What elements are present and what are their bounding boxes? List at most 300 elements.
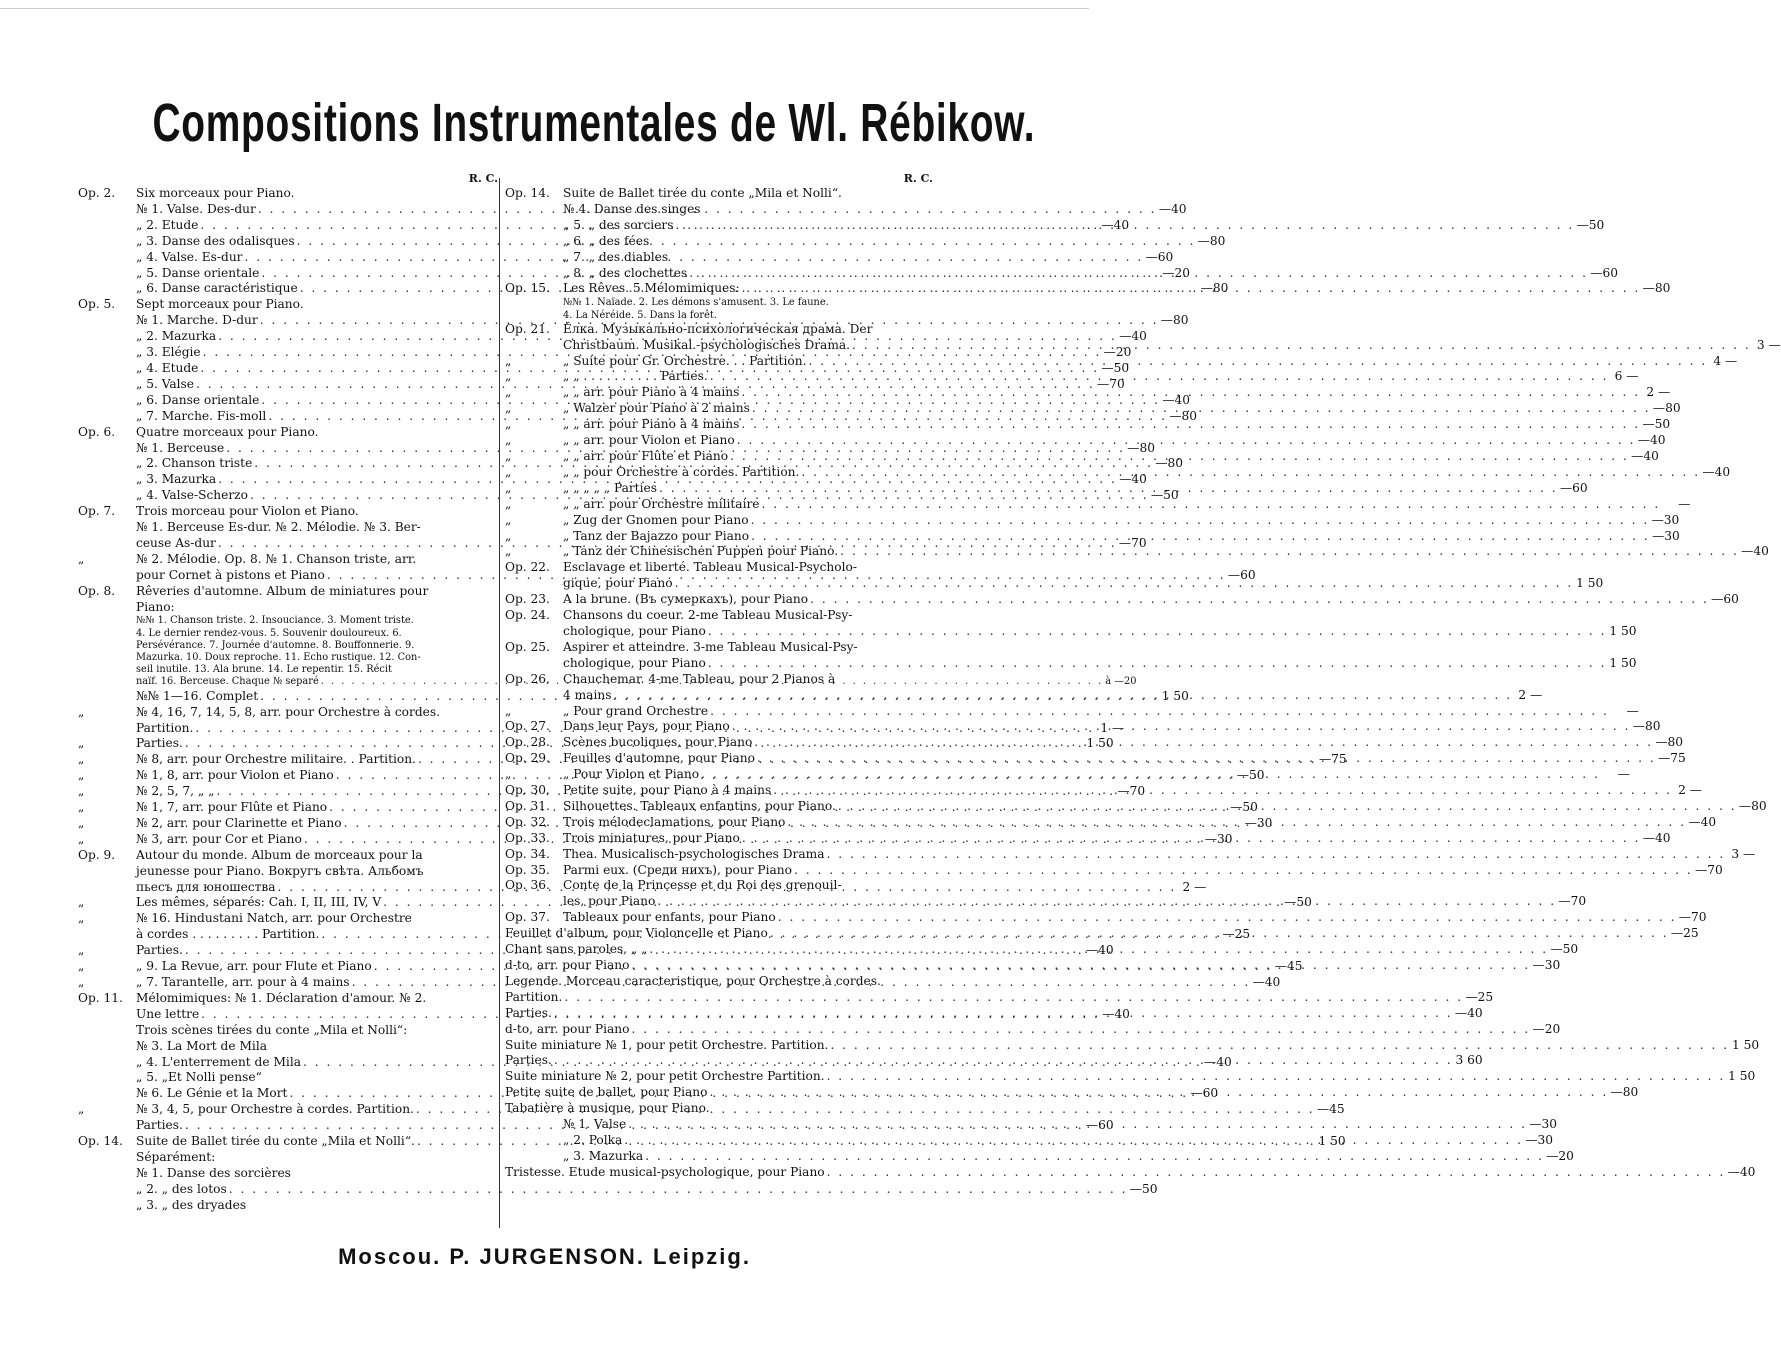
catalog-row bbox=[78, 584, 498, 600]
entry-text: Parties. bbox=[505, 1053, 552, 1068]
price: —30 bbox=[1651, 512, 1680, 527]
opus-number: Op. 34. bbox=[505, 846, 550, 861]
entry-text: 4. La Néréide. 5. Dans la forêt. bbox=[563, 309, 717, 321]
price: —40 bbox=[1702, 464, 1731, 479]
entry-text: „ Walzer pour Piano à 2 mains bbox=[563, 401, 750, 416]
catalog-row bbox=[505, 592, 1739, 608]
price: —50 bbox=[1284, 895, 1312, 910]
price: —70 bbox=[1558, 894, 1587, 909]
leader-dots bbox=[687, 266, 1590, 282]
entry-text: „ 2. Mazurka bbox=[136, 329, 217, 344]
opus-number: „ bbox=[78, 943, 85, 958]
price: 2 — bbox=[1182, 879, 1207, 894]
price: —25 bbox=[1670, 926, 1699, 941]
leader-dots bbox=[707, 1085, 1610, 1101]
leader-dots bbox=[828, 1038, 1731, 1054]
price: —80 bbox=[1160, 313, 1189, 328]
leader-dots bbox=[735, 433, 1638, 449]
entry-text: „ 2. „ des lotos bbox=[136, 1181, 227, 1196]
opus-number: Op. 32. bbox=[505, 814, 550, 829]
entry-text: № 1. Marche. D-dur bbox=[136, 313, 258, 328]
leader-dots bbox=[562, 990, 1465, 1006]
leader-dots bbox=[626, 1117, 1529, 1133]
opus-number: Op. 31. bbox=[505, 798, 550, 813]
price: —30 bbox=[1532, 958, 1561, 972]
publisher-footer: Moscou. P. JURGENSON. Leipzig. bbox=[338, 1244, 751, 1269]
leader-dots bbox=[824, 847, 1727, 863]
price: —80 bbox=[1200, 281, 1229, 296]
entry-text: 4 mains bbox=[563, 687, 612, 702]
catalog-row bbox=[78, 600, 498, 616]
entry-text: №№ 1. Chanson triste. 2. Insouciance. 3. Moment triste. bbox=[136, 615, 414, 627]
catalog-row bbox=[78, 705, 498, 721]
opus-number: Op. 37. bbox=[505, 910, 550, 925]
entry-text: Parties. bbox=[136, 1118, 183, 1133]
entry-text: Christbaum. Musikal.-psychologisches Drama. bbox=[563, 337, 851, 352]
entry-text: Suite miniature № 1, pour petit Orchestre. Partition. bbox=[505, 1037, 829, 1052]
entry-text: № 3, 4, 5, pour Orchestre à cordes. Partition. bbox=[136, 1102, 414, 1117]
price: 3 60 bbox=[1455, 1053, 1483, 1068]
entry-text: №№ 1. Naïade. 2. Les démons s'amusent. 3. Le faune. bbox=[563, 297, 829, 309]
entry-text: № 1, 8, arr. pour Violon et Piano bbox=[136, 768, 334, 783]
price: —40 bbox=[1727, 1164, 1756, 1179]
entry-text: „ „ pour Orchestre à cordes. Partition. bbox=[563, 464, 800, 479]
entry-text: Trois miniatures, pour Piano bbox=[563, 830, 740, 845]
column-divider bbox=[499, 178, 500, 1228]
leader-dots bbox=[739, 417, 1642, 433]
entry-text: „ 2. Etude bbox=[136, 217, 199, 232]
entry-text: № 1. Valse bbox=[563, 1117, 627, 1132]
opus-number: Op. 8. bbox=[78, 583, 116, 598]
price: — bbox=[1626, 703, 1639, 718]
entry-text: Feuilles d'automne, pour Piano bbox=[563, 751, 755, 766]
entry-text: „ Tanz der Chinesischen Puppen pour Piano. bbox=[563, 544, 839, 559]
catalog-row bbox=[505, 910, 1707, 926]
entry-text: „ „ arr. pour Piano à 4 mains bbox=[563, 385, 740, 400]
opus-number: Op. 23. bbox=[505, 592, 550, 607]
leader-dots bbox=[776, 910, 1679, 926]
price: 2 — bbox=[1518, 687, 1543, 702]
opus-number: „ bbox=[505, 433, 512, 448]
entry-text: „ 4. Valse. Es-dur bbox=[136, 249, 243, 264]
price: —30 bbox=[1525, 1132, 1554, 1147]
price: 1 50 bbox=[1609, 623, 1637, 638]
entry-text: „ 6. Danse orientale bbox=[136, 392, 260, 407]
catalog-row bbox=[505, 989, 1494, 1006]
entry-text: Six morceaux pour Piano. bbox=[136, 186, 295, 200]
page-top-rule bbox=[0, 8, 1089, 9]
catalog-row bbox=[78, 911, 498, 927]
entry-text: № 1, 7, arr. pour Flûte et Piano bbox=[136, 800, 328, 815]
catalog-row bbox=[78, 1070, 498, 1086]
leader-dots bbox=[643, 1149, 1546, 1165]
price: —70 bbox=[1678, 910, 1707, 925]
leader-dots bbox=[760, 497, 1663, 513]
price: —45 bbox=[1274, 959, 1303, 974]
entry-text: seil inutile. 13. Ala brune. 14. Le repentir. 15. Récit bbox=[136, 664, 392, 676]
entry-text: „ 5. „ des sorciers bbox=[563, 217, 674, 232]
price: —30 bbox=[1244, 815, 1273, 830]
price: —60 bbox=[1590, 265, 1618, 280]
price: 1 50 bbox=[1318, 1134, 1346, 1149]
price: —80 bbox=[1652, 401, 1681, 416]
catalog-row bbox=[505, 878, 933, 894]
opus-number: Op. 29. bbox=[505, 751, 550, 766]
price: —20 bbox=[1162, 265, 1191, 280]
catalog-row bbox=[505, 1148, 1574, 1165]
opus-number: „ bbox=[505, 417, 512, 432]
price: —80 bbox=[1155, 456, 1184, 471]
entry-text: „ 2. Chanson triste bbox=[136, 456, 253, 471]
price: —60 bbox=[1559, 480, 1588, 495]
leader-dots bbox=[808, 592, 1711, 608]
price: —70 bbox=[1118, 535, 1147, 550]
entry-text: Sept morceaux pour Piano. bbox=[136, 297, 304, 312]
opus-number: Op. 26. bbox=[505, 671, 550, 686]
entry-text: „ 4. L'enterrement de Mila bbox=[136, 1054, 301, 1069]
opus-number: „ bbox=[78, 768, 85, 783]
opus-number: „ bbox=[505, 767, 512, 782]
price: —80 bbox=[1655, 735, 1684, 750]
opus-number: „ bbox=[78, 800, 85, 815]
entry-text: Legende. Morceau caracteristique, pour Orchestre à cordes. bbox=[505, 973, 881, 988]
price: 3 — bbox=[1756, 337, 1781, 352]
entry-text: № 6. Le Génie et la Mort bbox=[136, 1086, 288, 1101]
leader-dots bbox=[740, 831, 1643, 847]
entry-text: Petite suite de ballet, pour Piano bbox=[505, 1085, 708, 1100]
entry-text: „ 8. „ des clochettes bbox=[563, 265, 688, 280]
opus-number: Op. 14. bbox=[505, 186, 550, 200]
entry-text: Tableaux pour enfants, pour Piano bbox=[563, 910, 776, 925]
price: —50 bbox=[1236, 768, 1265, 783]
price: —20 bbox=[1103, 345, 1132, 360]
leader-dots bbox=[552, 1053, 1455, 1069]
entry-text: Dans leur Pays, pour Piano bbox=[563, 719, 730, 734]
leader-dots bbox=[799, 465, 1702, 481]
price: —50 bbox=[1101, 360, 1130, 375]
entry-text: Suite miniature № 2, pour petit Orchestre Partition. bbox=[505, 1069, 825, 1084]
catalog-row bbox=[505, 322, 933, 338]
price: —80 bbox=[1632, 719, 1661, 734]
price: 1 50 bbox=[1609, 655, 1637, 670]
opus-number: Op. 21. bbox=[505, 321, 550, 336]
price: —30 bbox=[1529, 1117, 1557, 1132]
opus-number: „ bbox=[78, 704, 85, 719]
entry-text: d-to, arr. pour Piano bbox=[505, 958, 630, 972]
leader-dots bbox=[749, 529, 1652, 545]
leader-dots bbox=[825, 1069, 1728, 1085]
price: 2 — bbox=[1646, 385, 1671, 400]
catalog-row bbox=[505, 202, 933, 218]
price: —60 bbox=[1085, 1118, 1114, 1133]
price: —40 bbox=[1637, 433, 1666, 448]
catalog-row bbox=[505, 417, 1671, 433]
opus-number: Op. 5. bbox=[78, 297, 116, 312]
entry-text: Partition. bbox=[136, 720, 194, 735]
entry-text: „ „ arr. pour Piano à 4 mains bbox=[563, 417, 740, 432]
entry-text: № 2, 5, 7, „ „ bbox=[136, 784, 215, 799]
price: —45 bbox=[1316, 1102, 1345, 1117]
catalog-row bbox=[78, 991, 498, 1007]
catalog-row bbox=[78, 768, 1265, 784]
leader-dots bbox=[825, 1165, 1728, 1181]
catalog-row bbox=[78, 1023, 498, 1039]
catalog-row bbox=[505, 544, 1769, 560]
opus-number: Op. 7. bbox=[78, 504, 116, 519]
price: —60 bbox=[1227, 567, 1256, 582]
entry-text: Parties. bbox=[505, 1005, 552, 1020]
price: —40 bbox=[1158, 201, 1187, 216]
price: —50 bbox=[1642, 417, 1671, 432]
entry-text: jeunesse pour Piano. Вокругъ свѣта. Альбомъ bbox=[136, 863, 424, 878]
catalog-row bbox=[505, 281, 1671, 297]
catalog-row bbox=[505, 310, 933, 322]
leader-dots bbox=[749, 513, 1652, 529]
leader-dots bbox=[673, 218, 1576, 234]
entry-text: № 16. Hindustani Natch, arr. pour Orchestre bbox=[136, 911, 412, 926]
leader-dots bbox=[752, 735, 1655, 751]
entry-text: Partition. bbox=[505, 989, 563, 1004]
leader-dots bbox=[838, 544, 1741, 560]
catalog-row bbox=[505, 1101, 933, 1117]
leader-dots bbox=[792, 863, 1695, 879]
entry-text: Chauchemar. 4-me Tableau, pour 2 Pianos à bbox=[563, 671, 836, 686]
price: —40 bbox=[1688, 814, 1717, 829]
price: 3 — bbox=[1731, 846, 1756, 861]
entry-text: „ 7. „ des diables bbox=[563, 249, 669, 264]
price: —20 bbox=[1546, 1148, 1574, 1163]
entry-text: chologique, pour Piano bbox=[563, 623, 706, 638]
catalog-row bbox=[505, 1164, 1756, 1181]
entry-text: „ 3. „ des dryades bbox=[136, 1197, 247, 1212]
entry-text: „ 3. Mazurka bbox=[136, 472, 217, 487]
entry-text: Petite suite, pour Piano à 4 mains bbox=[563, 783, 772, 798]
opus-number: Op. 6. bbox=[78, 424, 116, 439]
price: —70 bbox=[1097, 376, 1125, 391]
catalog-row bbox=[505, 464, 1731, 481]
entry-text: „ Zug der Gnomen pour Piano bbox=[563, 512, 749, 527]
entry-text: „ 3. Danse des odalisques bbox=[136, 233, 295, 248]
leader-dots bbox=[785, 815, 1688, 831]
leader-dots bbox=[227, 1182, 1130, 1198]
entry-text: № 3. La Mort de Mila bbox=[136, 1038, 267, 1053]
price: —40 bbox=[1741, 544, 1769, 559]
price: —60 bbox=[1711, 592, 1739, 607]
opus-number: „ bbox=[505, 480, 512, 495]
entry-text: Conte de la Princesse et du Roi des grenouil- bbox=[563, 878, 842, 893]
currency-header-left: R. C. bbox=[468, 172, 498, 185]
catalog-row bbox=[505, 560, 933, 576]
price: —80 bbox=[1197, 233, 1226, 248]
opus-number: Op. 27. bbox=[505, 719, 550, 734]
leader-dots bbox=[699, 767, 1602, 783]
price: —60 bbox=[1145, 249, 1174, 264]
price: —40 bbox=[1119, 329, 1147, 344]
price: —60 bbox=[1190, 1086, 1219, 1101]
opus-number: „ bbox=[505, 401, 512, 416]
price: —50 bbox=[1129, 1181, 1158, 1196]
entry-text: „ „ arr. pour Orchestre militaire bbox=[563, 496, 760, 511]
price: —70 bbox=[1695, 862, 1723, 877]
catalog-row bbox=[505, 186, 933, 202]
catalog-row bbox=[505, 1037, 1760, 1054]
price: —40 bbox=[1119, 472, 1147, 487]
leader-dots bbox=[629, 958, 1532, 974]
entry-text: „ „ arr. pour Flûte et Piano bbox=[563, 449, 729, 463]
price: —40 bbox=[1252, 975, 1281, 989]
leader-dots bbox=[622, 1133, 1525, 1149]
entry-text: „ „ „ „ „ Parties bbox=[563, 480, 657, 495]
entry-text: Scènes bucoliques, pour Piano bbox=[563, 735, 753, 750]
entry-text: Autour du monde. Album de morceaux pour la bbox=[136, 847, 423, 862]
opus-number: Op. 14. bbox=[78, 1134, 123, 1149]
catalog-row bbox=[78, 1166, 498, 1182]
entry-text: ceuse As-dur bbox=[136, 535, 216, 550]
entry-text: Aspirer et atteindre. 3-me Tableau Musical-Psy- bbox=[563, 639, 858, 654]
price: 1 50 bbox=[1161, 688, 1189, 703]
price: —80 bbox=[1127, 440, 1155, 455]
catalog-row bbox=[505, 401, 1681, 417]
entry-text: Trois scènes tirées du conte „Mila et Nolli“: bbox=[136, 1022, 408, 1037]
catalog-row bbox=[78, 664, 498, 676]
entry-text: pour Cornet à pistons et Piano bbox=[136, 567, 325, 582]
entry-text: Tristesse. Etude musical-psychologique, pour Piano bbox=[505, 1164, 825, 1179]
entry-text: chologique, pour Piano bbox=[563, 655, 706, 670]
entry-text: naïf. 16. Berceuse. Chaque № separé bbox=[136, 676, 319, 688]
price: 1 50 bbox=[1732, 1037, 1760, 1052]
leader-dots bbox=[750, 401, 1653, 417]
price: 1 50 bbox=[1728, 1069, 1756, 1084]
catalog-row bbox=[78, 615, 498, 627]
price: 2 — bbox=[1678, 783, 1702, 798]
entry-text: „ 9. La Revue, arr. pour Flute et Piano bbox=[136, 959, 372, 974]
catalog-row bbox=[78, 552, 498, 568]
opus-number: Op. 15. bbox=[505, 281, 550, 296]
entry-text: Les mêmes, séparés: Cah. I, II, III, IV, V bbox=[136, 895, 382, 910]
entry-text: Quatre morceaux pour Piano. bbox=[136, 424, 319, 439]
price: —40 bbox=[1102, 1006, 1130, 1021]
catalog-row bbox=[505, 576, 1604, 592]
entry-text: Parties. bbox=[136, 736, 183, 751]
entry-text: № 1. Berceuse bbox=[136, 440, 225, 455]
price: —80 bbox=[1642, 281, 1671, 296]
price: —50 bbox=[1550, 942, 1579, 957]
entry-text: 4. Le dernier rendez-vous. 5. Souvenir douloureux. 6. bbox=[136, 627, 402, 639]
entry-text: № 4. Danse des singes bbox=[563, 201, 701, 216]
opus-number: „ bbox=[78, 1102, 85, 1117]
opus-number: „ bbox=[78, 784, 85, 799]
catalog-row bbox=[78, 1039, 498, 1055]
entry-text: Chansons du coeur. 2-me Tableau Musical-Psy- bbox=[563, 608, 853, 623]
opus-number: Op. 36. bbox=[505, 878, 550, 893]
entry-text: „ 4. Etude bbox=[136, 360, 199, 375]
opus-number: Op. 28. bbox=[505, 735, 550, 750]
entry-text: № 1. Danse des sorcières bbox=[136, 1165, 291, 1180]
entry-text: № 8, arr. pour Orchestre militaire. . Partition. bbox=[136, 752, 416, 767]
opus-number: „ bbox=[505, 544, 512, 559]
price: —80 bbox=[1738, 798, 1767, 813]
opus-number: „ bbox=[78, 752, 85, 767]
opus-number: „ bbox=[78, 736, 85, 751]
leader-dots bbox=[740, 281, 1643, 297]
entry-text: № 4, 16, 7, 14, 5, 8, arr. pour Orchestre à cordes. bbox=[136, 704, 440, 719]
leader-dots bbox=[647, 942, 1550, 958]
entry-text: Séparément: bbox=[136, 1149, 216, 1164]
catalog-row bbox=[505, 623, 1637, 640]
entry-text: № 2. Mélodie. Op. 8. № 1. Chanson triste, arr. bbox=[136, 551, 417, 566]
entry-text: „ 6. Danse caractéristique bbox=[136, 281, 298, 296]
entry-text: Esclavage et liberté. Tableau Musical-Psycholo- bbox=[563, 560, 857, 575]
opus-number: Op. 24. bbox=[505, 608, 550, 623]
entry-text: „ 5. Danse orientale bbox=[136, 265, 260, 280]
entry-text: пьесъ для юношества bbox=[136, 879, 276, 894]
entry-text: Mazurka. 10. Doux reproche. 11. Echo rustique. 12. Con- bbox=[136, 652, 421, 664]
catalog-row bbox=[505, 640, 933, 656]
catalog-row bbox=[78, 1181, 1158, 1198]
opus-number: „ bbox=[78, 911, 85, 926]
leader-dots bbox=[728, 449, 1631, 465]
opus-number: Op. 9. bbox=[78, 847, 116, 862]
catalog-row bbox=[505, 672, 933, 688]
price: —25 bbox=[1465, 989, 1494, 1004]
entry-text: gique, pour Piano bbox=[563, 576, 673, 591]
price: —40 bbox=[1204, 1054, 1232, 1069]
currency-header-right: R. C. bbox=[903, 172, 933, 185]
catalog-row bbox=[78, 1198, 498, 1214]
price: —75 bbox=[1318, 752, 1347, 767]
entry-text: A la brune. (Въ сумеркахъ), pour Piano bbox=[563, 592, 809, 607]
opus-number: „ bbox=[505, 449, 512, 463]
catalog-row bbox=[505, 512, 1680, 529]
catalog-row bbox=[78, 640, 498, 652]
entry-text: №№ 1—16. Complet bbox=[136, 688, 259, 703]
catalog-row bbox=[505, 719, 1661, 735]
catalog-row bbox=[505, 862, 1723, 879]
entry-text: Persévérance. 7. Journée d'automne. 8. Bouffonnerie. 9. bbox=[136, 639, 415, 651]
entry-text: Feuillet d'album, pour Violoncelle et Piano bbox=[505, 926, 768, 941]
entry-text: „ 3. Elégie bbox=[136, 345, 201, 360]
opus-number: „ bbox=[505, 353, 512, 368]
opus-number: Op. 22. bbox=[505, 560, 550, 575]
catalog-row bbox=[78, 297, 498, 313]
opus-number: Op. 35. bbox=[505, 862, 550, 877]
catalog-row bbox=[78, 652, 498, 664]
entry-text: „ 6. „ des fées bbox=[563, 233, 650, 248]
price: —70 bbox=[1117, 784, 1146, 799]
catalog-row bbox=[78, 628, 498, 640]
leader-dots bbox=[739, 385, 1642, 401]
price: — bbox=[1678, 496, 1691, 511]
entry-text: „ Pour Violon et Piano bbox=[563, 767, 700, 782]
catalog-row bbox=[505, 846, 1756, 863]
opus-number: „ bbox=[505, 385, 512, 400]
price: —20 bbox=[1532, 1021, 1561, 1036]
price: 6 — bbox=[1614, 369, 1639, 384]
entry-text: Trois morceau pour Violon et Piano. bbox=[136, 504, 359, 519]
price: —30 bbox=[1204, 831, 1233, 846]
catalog-row bbox=[78, 1150, 498, 1166]
entry-text: à cordes . . . . . . . . . Partition. bbox=[136, 927, 320, 942]
entry-text: „ 3. Mazurka bbox=[563, 1148, 644, 1163]
catalog-row bbox=[505, 1005, 1483, 1022]
leader-dots bbox=[673, 576, 1576, 592]
opus-number: „ bbox=[505, 703, 512, 718]
leader-dots bbox=[708, 369, 1611, 385]
catalog-row bbox=[505, 655, 1637, 672]
opus-number: „ bbox=[505, 512, 512, 527]
price: —30 bbox=[1652, 528, 1680, 543]
entry-text: № 2, arr. pour Clarinette et Piano bbox=[136, 815, 342, 830]
